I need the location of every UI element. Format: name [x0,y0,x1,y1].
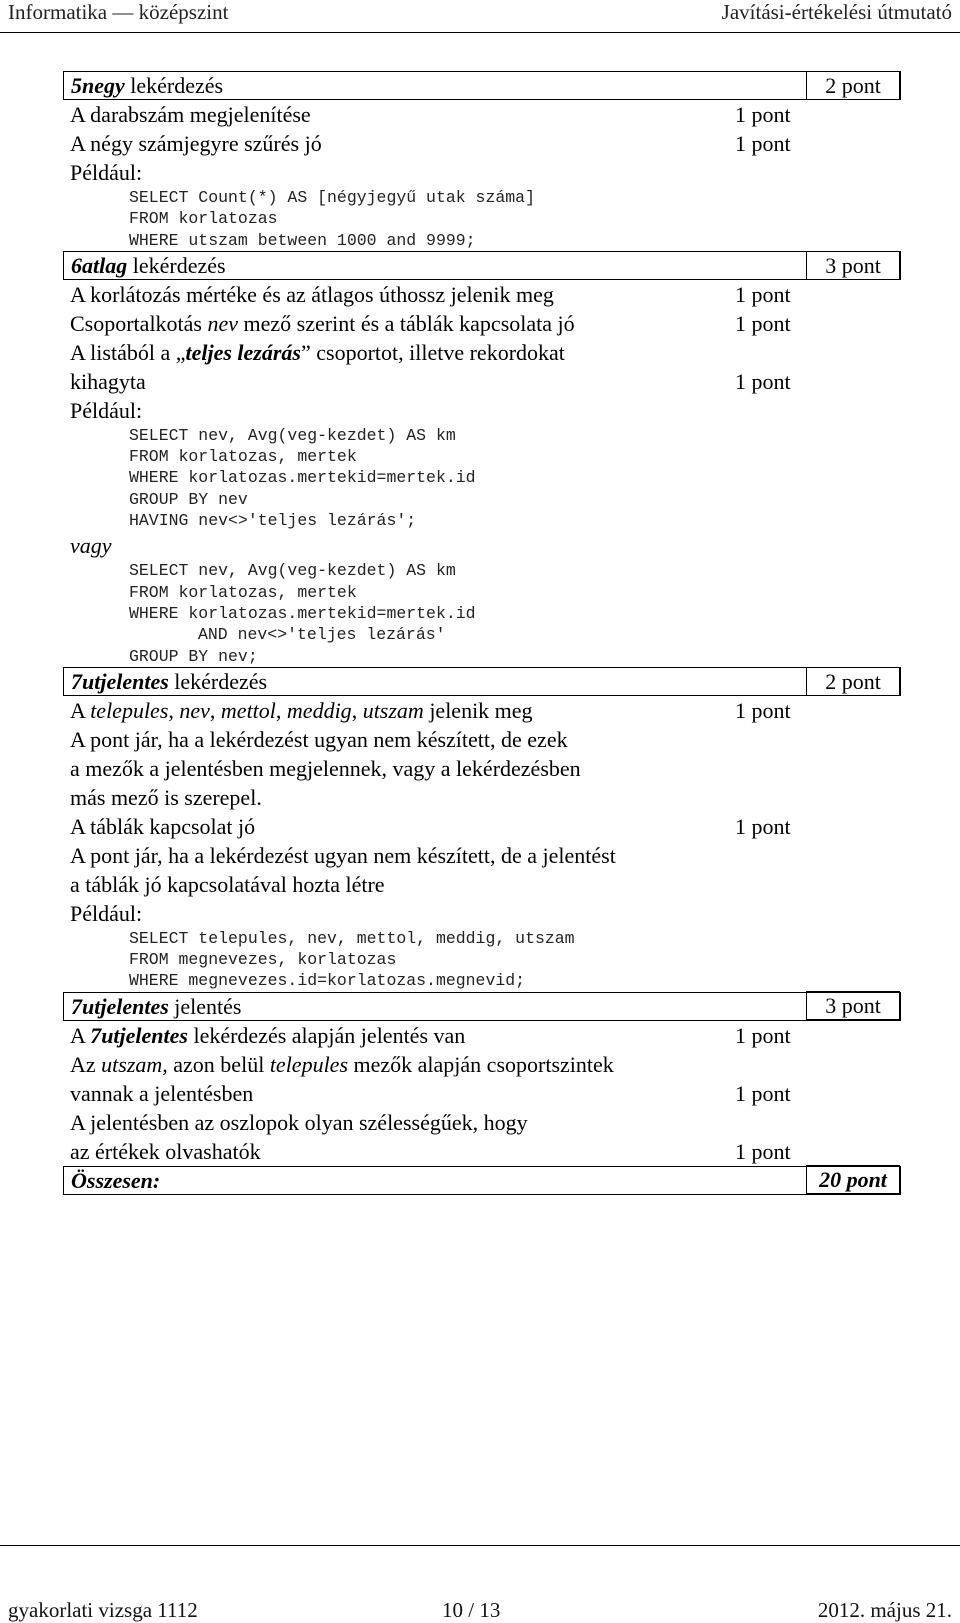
page-header [0,0,960,33]
sql-line: FROM korlatozas [129,209,278,229]
criterion-line: az értékek olvashatók 1 pont [70,1138,791,1164]
section-title: 6atlag lekérdezés [71,252,226,278]
section-total: 3 pont [806,991,900,1020]
criterion-line: A telepules, nev, mettol, meddig, utszam jelenik meg 1 pont [70,697,791,723]
section-total: 3 pont [806,251,900,280]
header-doc-type: Javítási-értékelési útmutató [721,0,952,24]
section-header-5negy [63,71,901,100]
grand-total-label: Összesen: [71,1167,161,1193]
criterion-line: A négy számjegyre szűrés jó 1 pont [70,131,791,156]
criterion-points: 1 pont [735,310,791,336]
criterion-line: kihagyta 1 pont [70,368,791,394]
criterion-line: vannak a jelentésben 1 pont [70,1080,791,1106]
criterion-points: 1 pont [735,102,791,127]
sql-line: FROM korlatozas, mertek [129,582,357,602]
criterion-line: Csoportalkotás nev mező szerint és a táblák kapcsolata jó 1 pont [70,310,791,336]
sql-line: GROUP BY nev; [129,646,258,666]
criterion-line: A listából a „teljes lezárás” csoportot, illetve rekordokat [70,339,565,365]
criterion-line: A jelentésben az oszlopok olyan szélességűek, hogy [70,1109,528,1135]
sql-line: GROUP BY nev [129,489,248,509]
sql-line: SELECT nev, Avg(veg-kezdet) AS km [129,561,456,581]
section-title: 7utjelentes lekérdezés [71,668,268,694]
sql-line: WHERE utszam between 1000 and 9999; [129,230,476,250]
criterion-line: Az utszam, azon belül telepules mezők alapján csoportszintek [70,1051,614,1077]
criterion-points: 1 pont [735,1138,791,1164]
criterion-points: 1 pont [735,813,791,839]
sql-line: SELECT Count(*) AS [négyjegyű utak száma] [129,188,535,207]
sql-line: HAVING nev<>'teljes lezárás'; [129,511,417,531]
section-total: 2 pont [806,667,900,696]
footer-page-number: 10 / 13 [442,1598,501,1622]
criterion-points: 1 pont [735,697,791,723]
example-label: Például: [70,900,143,926]
page-footer [0,1545,960,1622]
section-header-7utjelentes-query [63,667,901,696]
criterion-line: A pont jár, ha a lekérdezést ugyan nem készített, de ezek [70,726,568,752]
grading-table [63,71,901,1195]
criterion-line: a mezők a jelentésben megjelennek, vagy a lekérdezésben [70,755,581,781]
criterion-points: 1 pont [735,1080,791,1106]
criterion-line: A korlátozás mértéke és az átlagos úthossz jelenik meg 1 pont [70,281,791,307]
criterion-line: A darabszám megjelenítése 1 pont [70,102,791,127]
footer-date: 2012. május 21. [817,1598,952,1622]
criterion-points: 1 pont [735,368,791,394]
criterion-line: a táblák jó kapcsolatával hozta létre [70,871,385,897]
example-label: Például: [70,397,143,423]
footer-exam: gyakorlati vizsga 1112 [8,1598,198,1622]
sql-line: WHERE megnevezes.id=korlatozas.megnevid; [129,971,526,991]
section-title: 7utjelentes jelentés [71,993,242,1019]
sql-line: SELECT nev, Avg(veg-kezdet) AS km [129,425,456,445]
criterion-line: A táblák kapcsolat jó 1 pont [70,813,791,839]
alternative-label: vagy [70,533,112,559]
criterion-points: 1 pont [735,281,791,307]
sql-line: SELECT telepules, nev, mettol, meddig, utszam [129,928,575,948]
grand-total-row [63,1166,901,1195]
sql-line: WHERE korlatozas.mertekid=mertek.id [129,468,476,488]
criterion-line: más mező is szerepel. [70,784,262,810]
section-title: 5negy lekérdezés [71,73,224,98]
section-total: 2 pont [806,71,900,100]
sql-line: WHERE korlatozas.mertekid=mertek.id [129,603,476,623]
sql-line: AND nev<>'teljes lezárás' [198,625,446,645]
sql-line: FROM korlatozas, mertek [129,447,357,467]
example-label: Például: [70,160,143,185]
criterion-points: 1 pont [735,131,791,156]
criterion-line: A 7utjelentes lekérdezés alapján jelentés van 1 pont [70,1022,791,1048]
criterion-line: A pont jár, ha a lekérdezést ugyan nem készített, de a jelentést [70,842,616,868]
section-header-7utjelentes-report [63,992,901,1021]
header-subject: Informatika — középszint [8,0,229,24]
section-header-6atlag [63,251,901,280]
grand-total-value: 20 pont [806,1165,900,1194]
sql-line: FROM megnevezes, korlatozas [129,950,397,970]
criterion-points: 1 pont [735,1022,791,1048]
